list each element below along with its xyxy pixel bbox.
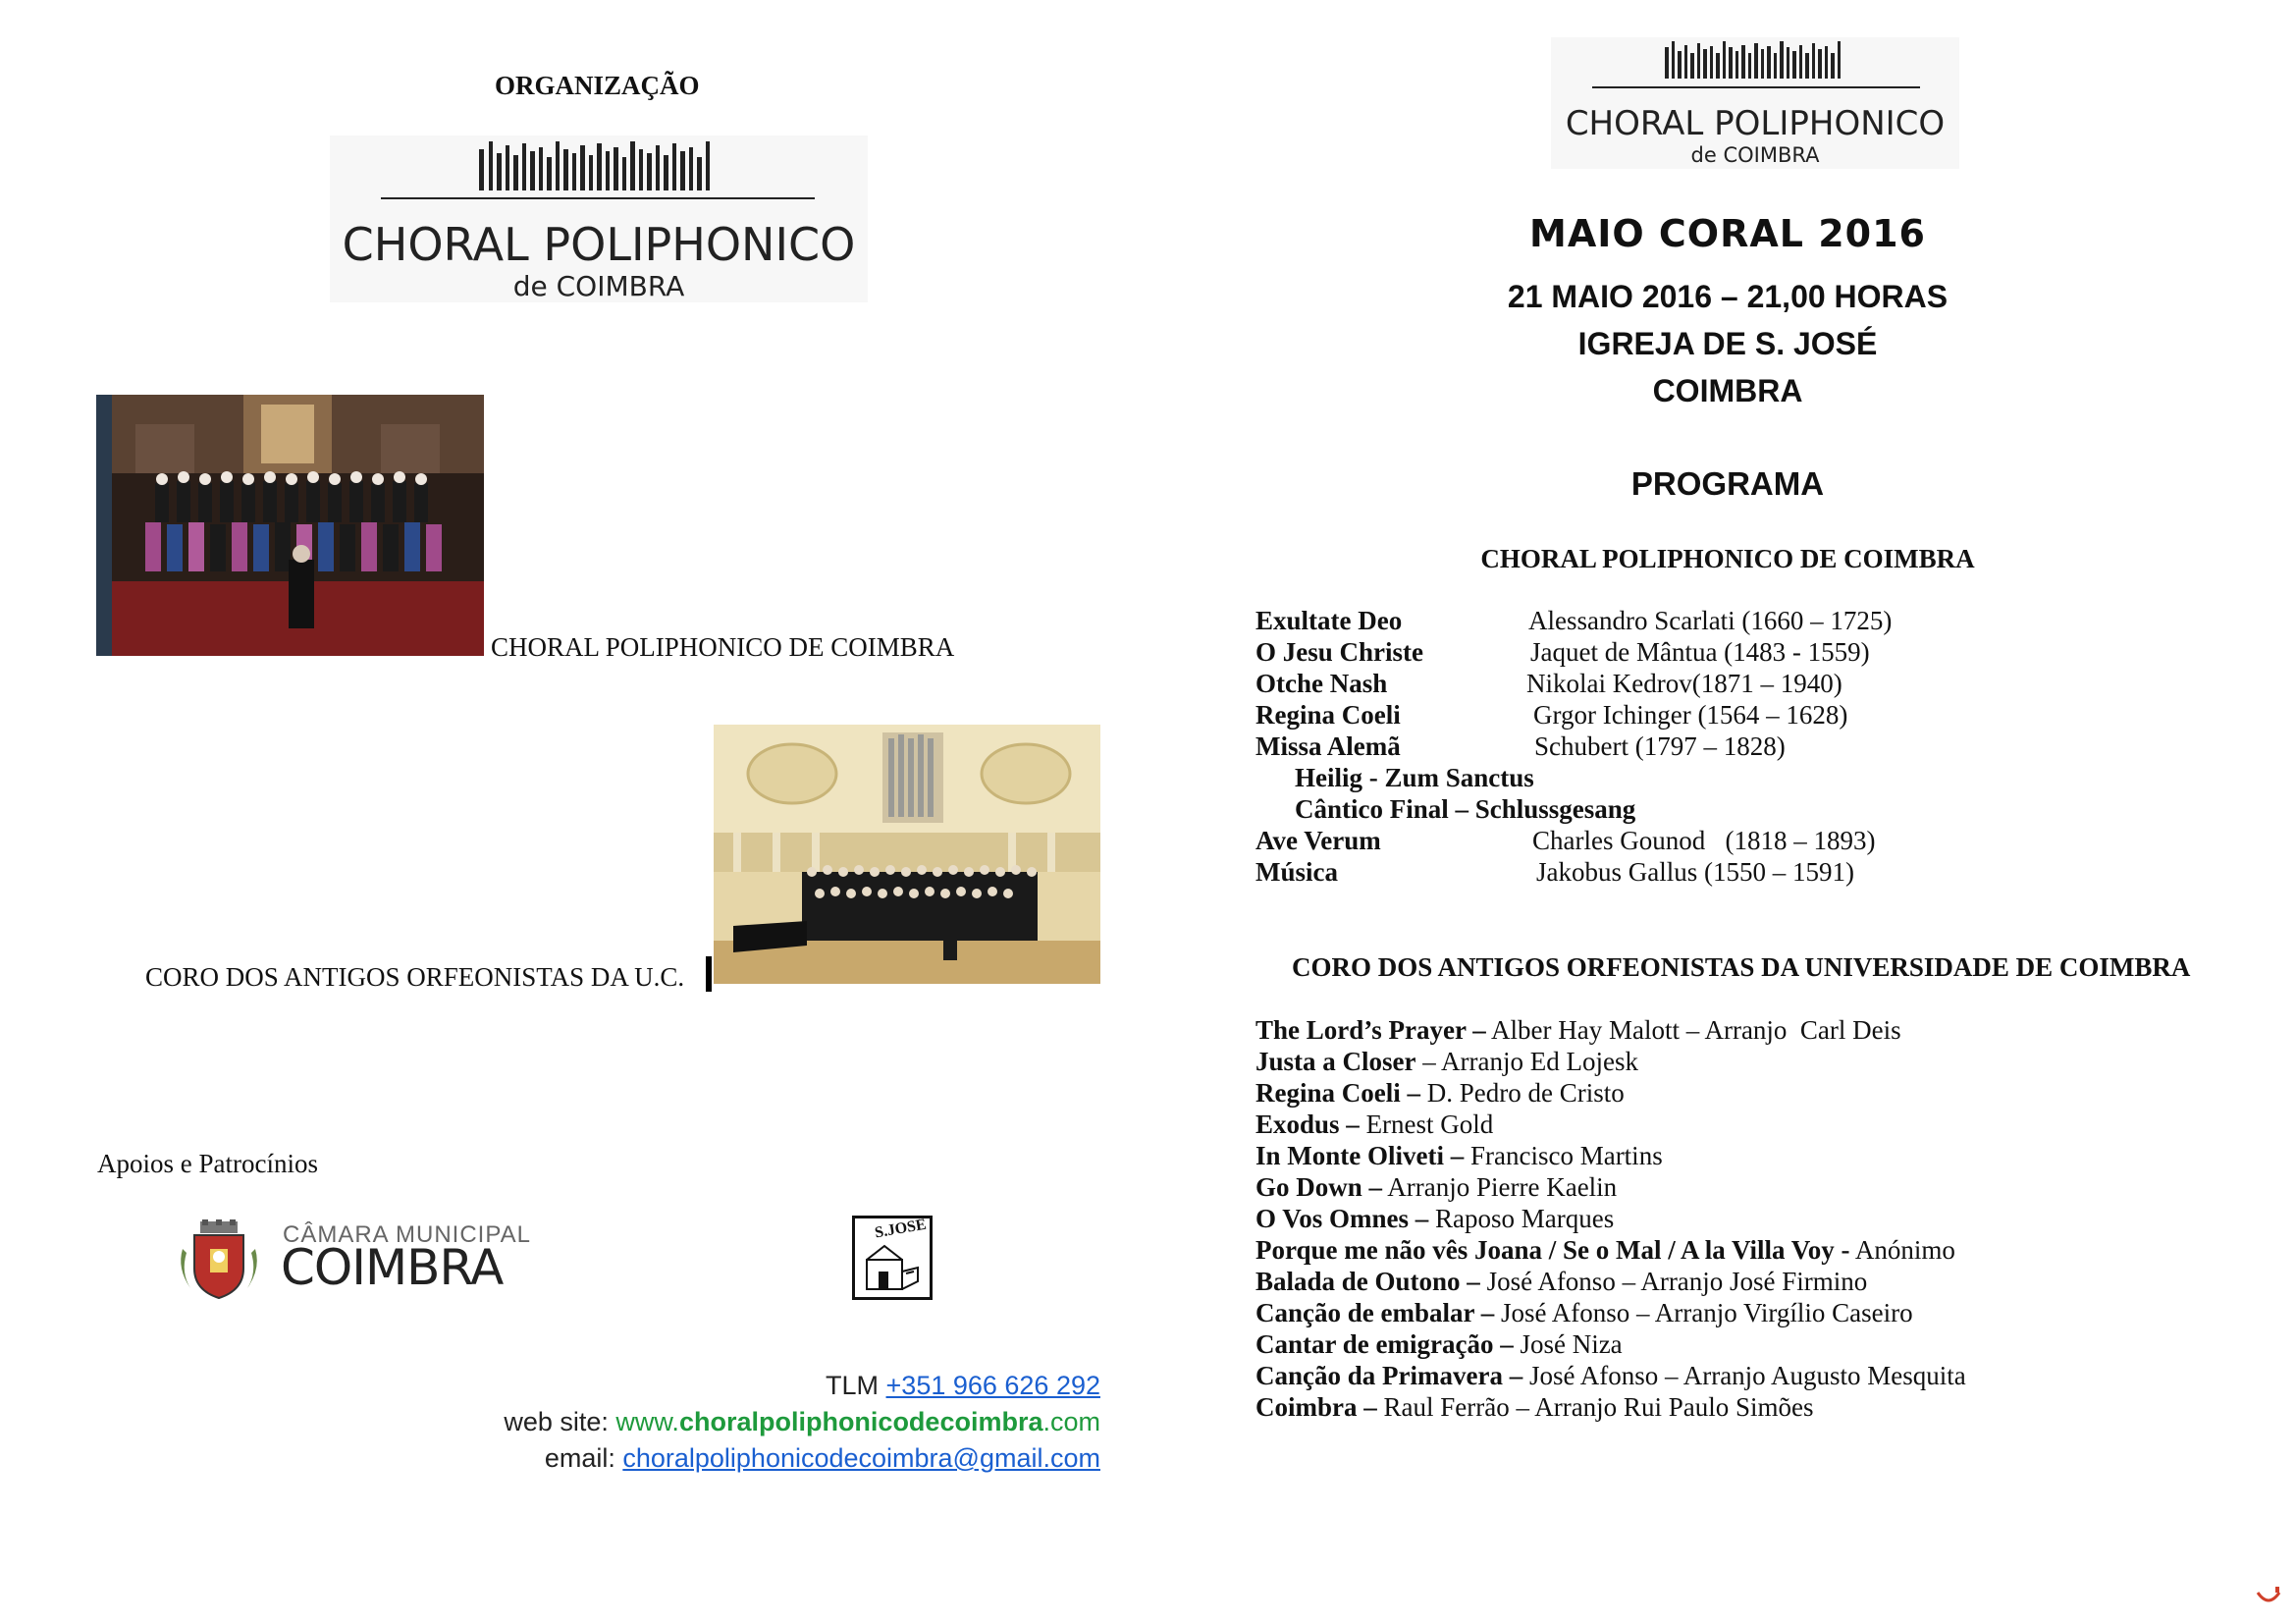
logo-name: CHORAL POLIPHONICO: [1565, 104, 1946, 143]
song-title: Porque me não vês Joana / Se o Mal / A la Villa Voy -: [1255, 1235, 1850, 1265]
song-title: Canção de embalar –: [1255, 1298, 1495, 1327]
song-row: [1255, 1267, 1867, 1297]
piece-title: Heilig - Zum Sanctus: [1295, 763, 1534, 792]
piece-composer: Nikolai Kedrov(1871 – 1940): [1526, 669, 1842, 698]
logo-subtitle: de COIMBRA: [512, 270, 685, 302]
website-link[interactable]: [615, 1407, 1100, 1436]
piece-title: Música: [1255, 857, 1338, 887]
email-line: [545, 1443, 1100, 1474]
song-credit: – Arranjo Ed Lojesk: [1415, 1047, 1638, 1076]
coat-of-arms-icon: [177, 1219, 261, 1302]
piece-composer: Schubert (1797 – 1828): [1534, 731, 1786, 761]
song-row: [1255, 1141, 1663, 1171]
choir1-heading: CHORAL POLIPHONICO DE COIMBRA: [1480, 544, 1975, 573]
camara-line1: CÂMARA MUNICIPAL: [283, 1221, 531, 1248]
song-title: Justa a Closer: [1255, 1047, 1416, 1076]
song-row: [1255, 1235, 1955, 1266]
email-link[interactable]: choralpoliphonicodecoimbra@gmail.com: [622, 1443, 1100, 1473]
song-credit: Raul Ferrão – Arranjo Rui Paulo Simões: [1376, 1392, 1814, 1422]
song-credit: Francisco Martins: [1464, 1141, 1663, 1170]
song-credit: José Niza: [1513, 1329, 1623, 1359]
piece-composer: Grgor Ichinger (1564 – 1628): [1533, 700, 1848, 730]
choral-logo-left: [330, 135, 868, 302]
song-title: Exodus –: [1255, 1110, 1360, 1139]
parish-logo-text: S.JOSÉ: [873, 1216, 928, 1242]
song-credit: Raposo Marques: [1428, 1204, 1615, 1233]
logo-subtitle: de COIMBRA: [1690, 143, 1820, 167]
program-row: [1255, 826, 2139, 857]
piece-title: O Jesu Christe: [1255, 637, 1423, 667]
parish-logo: [852, 1216, 933, 1300]
logo-name: CHORAL POLIPHONICO: [342, 218, 856, 271]
event-date: 21 MAIO 2016 – 21,00 HORAS: [1507, 279, 1949, 314]
piece-composer: Alessandro Scarlati (1660 – 1725): [1528, 606, 1893, 635]
program-row: [1255, 606, 2139, 637]
piece-title: Exultate Deo: [1255, 606, 1403, 635]
website-label: web site:: [504, 1407, 616, 1436]
song-row: [1255, 1361, 1966, 1391]
event-city: COIMBRA: [1652, 373, 1803, 408]
website-prefix: www.: [615, 1407, 679, 1436]
phone-link[interactable]: +351 966 626 292: [885, 1371, 1100, 1400]
song-credit: Ernest Gold: [1359, 1110, 1494, 1139]
viewer-corner-icon[interactable]: [2254, 1585, 2283, 1608]
church-icon: [863, 1242, 922, 1293]
program-row: [1255, 669, 2139, 700]
choral-logo-right: [1551, 37, 1959, 169]
organization-label: ORGANIZAÇÃO: [495, 71, 700, 100]
song-row: [1255, 1047, 1638, 1077]
song-row: [1255, 1078, 1625, 1109]
phone-line: [826, 1371, 1100, 1401]
camara-line2: COIMBRA: [281, 1239, 504, 1296]
song-row: [1255, 1110, 1493, 1140]
piece-title: Ave Verum: [1255, 826, 1381, 855]
email-label: email:: [544, 1443, 623, 1473]
program-title: PROGRAMA: [1630, 465, 1825, 502]
song-title: Canção da Primavera –: [1255, 1361, 1523, 1390]
song-title: O Vos Omnes –: [1255, 1204, 1429, 1233]
song-title: In Monte Oliveti –: [1255, 1141, 1465, 1170]
song-row: [1255, 1172, 1617, 1203]
program-row: [1255, 857, 2139, 889]
song-row: [1255, 1015, 1901, 1046]
song-credit: Arranjo Pierre Kaelin: [1382, 1172, 1618, 1202]
website-line: [504, 1407, 1100, 1437]
piece-title: Missa Alemã: [1255, 731, 1401, 761]
song-title: Go Down –: [1255, 1172, 1383, 1202]
song-title: Regina Coeli –: [1255, 1078, 1420, 1108]
text-cursor: [706, 956, 712, 992]
phone-label: TLM: [826, 1371, 886, 1400]
program-row: [1255, 700, 2139, 731]
event-venue: IGREJA DE S. JOSÉ: [1577, 326, 1878, 361]
piece-title: Regina Coeli: [1255, 700, 1401, 730]
song-title: The Lord’s Prayer –: [1255, 1015, 1486, 1045]
song-row: [1255, 1329, 1623, 1360]
piece-composer: Jaquet de Mântua (1483 - 1559): [1530, 637, 1870, 667]
song-credit: José Afonso – Arranjo José Firmino: [1479, 1267, 1868, 1296]
program-row: [1255, 637, 2139, 669]
piece-composer: Charles Gounod (1818 – 1893): [1532, 826, 1876, 855]
piece-title: Otche Nash: [1255, 669, 1388, 698]
song-row: [1255, 1204, 1614, 1234]
song-title: Coimbra –: [1255, 1392, 1377, 1422]
event-title: MAIO CORAL 2016: [1529, 212, 1926, 255]
orfeonistas-photo: [714, 725, 1100, 984]
song-credit: José Afonso – Arranjo Virgílio Caseiro: [1494, 1298, 1913, 1327]
song-title: Cantar de emigração –: [1255, 1329, 1514, 1359]
choir2-heading: CORO DOS ANTIGOS ORFEONISTAS DA UNIVERSIDADE DE COIMBRA: [1292, 952, 2191, 982]
song-credit: José Afonso – Arranjo Augusto Mesquita: [1522, 1361, 1966, 1390]
song-row: [1255, 1392, 1813, 1423]
song-credit: D. Pedro de Cristo: [1420, 1078, 1625, 1108]
piece-title: Cântico Final – Schlussgesang: [1295, 794, 1636, 824]
website-suffix: .com: [1042, 1407, 1100, 1436]
program-row: [1255, 794, 2139, 826]
song-row: [1255, 1298, 1913, 1328]
website-domain: choralpoliphonicodecoimbra: [678, 1407, 1043, 1436]
program-row: [1255, 731, 2139, 763]
camara-coimbra-logo: [177, 1218, 531, 1302]
orfeonistas-photo-caption: CORO DOS ANTIGOS ORFEONISTAS DA U.C.: [145, 962, 685, 992]
song-title: Balada de Outono –: [1255, 1267, 1480, 1296]
organ-pipes-icon: [477, 135, 721, 192]
piece-composer: Jakobus Gallus (1550 – 1591): [1536, 857, 1854, 887]
organ-pipes-icon: [1663, 37, 1849, 81]
choral-photo: [96, 395, 484, 656]
song-credit: Alber Hay Malott – Arranjo Carl Deis: [1485, 1015, 1901, 1045]
program-row: [1255, 763, 2139, 794]
song-credit: Anónimo: [1849, 1235, 1955, 1265]
sponsors-label: Apoios e Patrocínios: [97, 1149, 318, 1178]
choral-photo-caption: CHORAL POLIPHONICO DE COIMBRA: [491, 632, 955, 662]
